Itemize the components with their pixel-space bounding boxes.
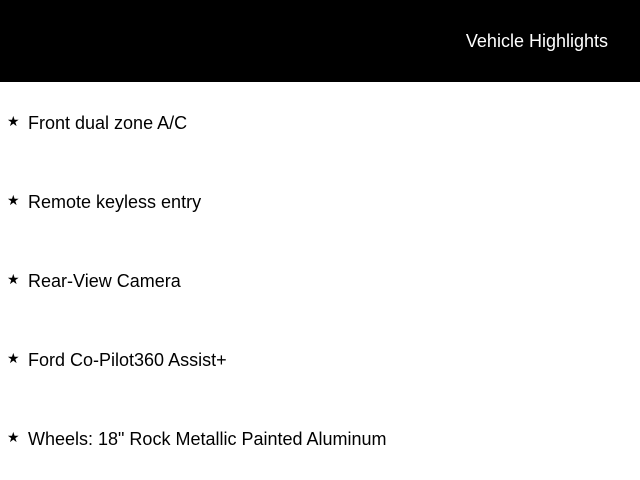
- highlight-label: Remote keyless entry: [28, 192, 202, 212]
- list-item: [0, 191, 640, 215]
- list-item: [0, 112, 640, 136]
- highlight-label: Rear-View Camera: [28, 271, 181, 291]
- highlight-label: Wheels: 18" Rock Metallic Painted Aluminum: [28, 429, 387, 449]
- star-icon: ★: [7, 351, 20, 367]
- highlight-label: Front dual zone A/C: [28, 113, 188, 133]
- star-icon: ★: [7, 272, 20, 288]
- list-item: [0, 428, 640, 452]
- header-title: Vehicle Highlights: [465, 31, 608, 51]
- list-item: [0, 349, 640, 373]
- star-icon: ★: [7, 193, 20, 209]
- star-icon: ★: [7, 430, 20, 446]
- header-bar: [0, 0, 640, 82]
- list-item: [0, 270, 640, 294]
- star-icon: ★: [7, 114, 20, 130]
- highlight-label: Ford Co-Pilot360 Assist+: [28, 350, 227, 370]
